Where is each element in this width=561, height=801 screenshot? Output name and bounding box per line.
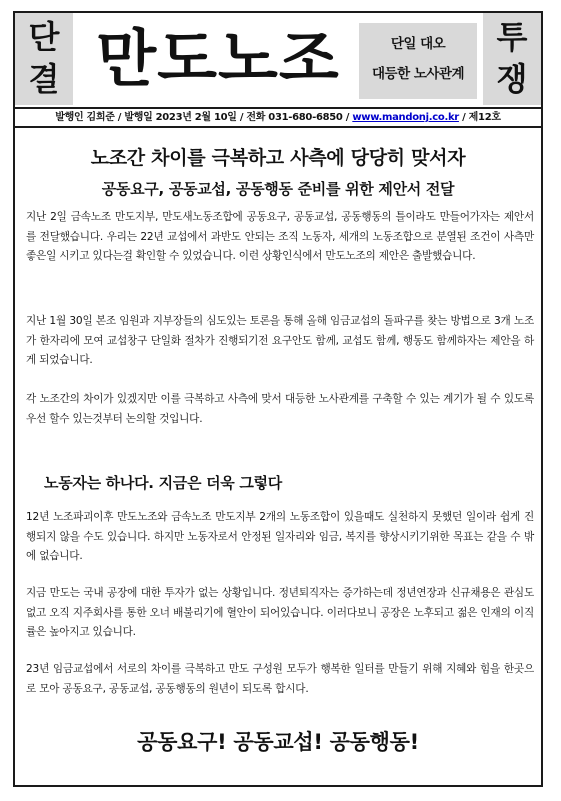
- masthead: [13, 11, 543, 107]
- paragraph-3: 각 노조간의 차이가 있겠지만 이를 극복하고 사측에 맞서 대등한 노사관계를 구축할 수 있는 계기가 될 수 있도록 우선 할수 있는것부터 논의할 것입니다.: [26, 393, 534, 425]
- separator: /: [345, 112, 353, 123]
- right-char-1: 투: [496, 18, 528, 56]
- newsletter-title: 만도노조: [96, 22, 340, 95]
- left-char-1: 단: [28, 18, 60, 56]
- headline: 노조간 차이를 극복하고 사측에 당당히 맞서자: [90, 147, 466, 169]
- slogan-line-1: 단일 대오: [390, 36, 446, 52]
- section-paragraph-3: 23년 임금교섭에서 서로의 차이를 극복하고 만도 구성원 모두가 행복한 일터를 만들기 위해 지혜와 힘을 한곳으로 모아 공동요구, 공동교섭, 공동행동의 원년이 되도록 합시다.: [26, 663, 534, 695]
- paragraph-1: 지난 2일 금속노조 만도지부, 만도새노동조합에 공동요구, 공동교섭, 공동행동의 틀이라도 만들어가자는 제안서를 전달했습니다. 우리는 22년 교섭에서 과반도 안되는 조직 노동자, 세개의 노동조합으로 분열된 조건이 사측만 좋은일 시키고 있다는걸 확인할 수 있었습니다. 이런 상황인식에서 만도노조의 제안은 출발했습니다.: [26, 211, 534, 262]
- section-title: 노동자는 하나다. 지금은 더욱 그렇다: [44, 474, 282, 492]
- separator: /: [239, 112, 247, 123]
- subheadline: 공동요구, 공동교섭, 공동행동 준비를 위한 제안서 전달: [101, 180, 455, 198]
- publication-info-bar: [15, 107, 541, 128]
- publish-date: 발행일 2023년 2월 10일: [124, 112, 237, 123]
- publisher: 발행인 김희준: [55, 112, 115, 123]
- slogan-line-2: 대등한 노사관계: [372, 66, 464, 82]
- closing-slogan: 공동요구! 공동교섭! 공동행동!: [137, 730, 419, 754]
- slogan-box-left: [15, 13, 73, 105]
- separator: /: [462, 112, 469, 123]
- phone: 전화 031-680-6850: [246, 112, 343, 123]
- paragraph-2: 지난 1월 30일 본조 임원과 지부장들의 심도있는 토론을 통해 올해 임금교섭의 돌파구를 찾는 방법으로 3개 노조가 한자리에 모여 교섭창구 단일화 절차가 진행되기전 요구안도 함께, 교섭도 함께, 행동도 함께하자는 제안을 하게 되었습니다.: [26, 315, 534, 366]
- right-char-2: 쟁: [496, 60, 528, 98]
- separator: /: [117, 112, 125, 123]
- left-char-2: 결: [28, 60, 60, 98]
- website-link[interactable]: www.mandonj.co.kr: [352, 112, 459, 123]
- slogan-box-right: [483, 13, 541, 105]
- section-paragraph-1: 12년 노조파괴이후 만도노조와 금속노조 만도지부 2개의 노동조합이 있을때도 실천하지 못했던 일이라 쉽게 진행되지 않을 수도 있습니다. 하지만 노동자로서 안정된 일자리와 임금, 복지를 향상시키기위한 목표는 같을 수 밖에 없습니다.: [26, 511, 534, 562]
- section-paragraph-2: 지금 만도는 국내 공장에 대한 투자가 없는 상황입니다. 정년퇴직자는 증가하는데 정년연장과 신규채용은 관심도 없고 오직 지주회사를 통한 오너 배불리기에 혈안이 되어있습니다. 이러다보니 공장은 노후되고 젊은 인재의 이직률은 높아지고 있습니다.: [26, 587, 534, 638]
- slogan-box: [359, 23, 477, 99]
- issue-number: 제12호: [468, 112, 501, 123]
